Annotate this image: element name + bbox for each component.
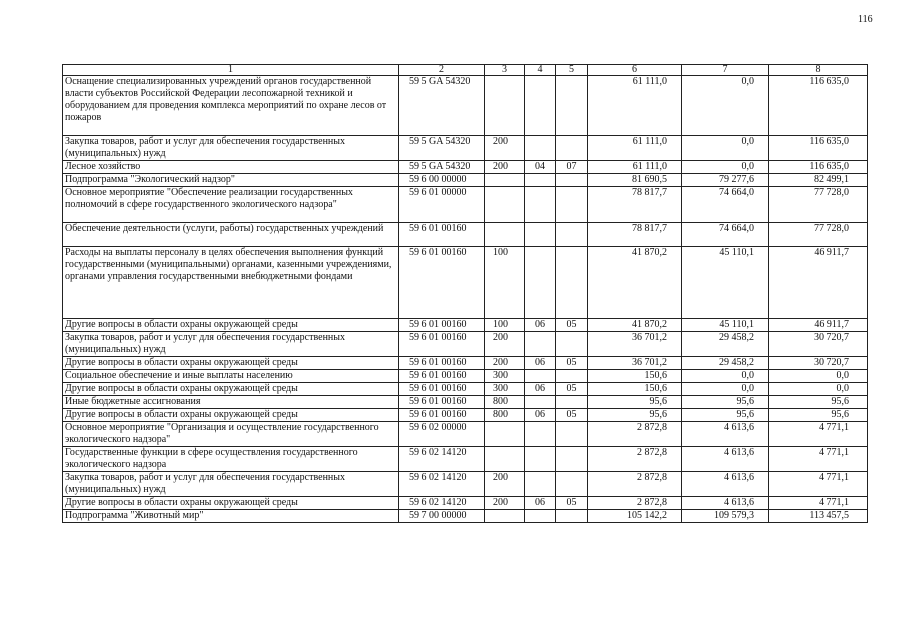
row-amount-col8: 77 728,0 [769, 223, 868, 247]
row-rz-cell [525, 187, 556, 223]
row-rz-cell: 06 [525, 383, 556, 396]
row-amount-col8: 30 720,7 [769, 357, 868, 370]
row-name-cell: Подпрограмма "Экологический надзор" [63, 174, 399, 187]
budget-table [62, 64, 868, 523]
row-name-cell: Основное мероприятие "Организация и осуществление государственного экологического надзора" [63, 422, 399, 447]
row-rz-cell [525, 174, 556, 187]
row-vr-cell: 300 [485, 383, 525, 396]
row-pr-cell [556, 472, 588, 497]
row-pr-cell: 07 [556, 161, 588, 174]
row-vr-cell: 200 [485, 472, 525, 497]
row-amount-col8: 116 635,0 [769, 136, 868, 161]
row-vr-cell [485, 510, 525, 523]
row-amount-col7: 95,6 [682, 396, 769, 409]
row-vr-cell [485, 447, 525, 472]
row-pr-cell [556, 370, 588, 383]
row-amount-col6: 2 872,8 [588, 422, 682, 447]
row-code-cell: 59 6 01 00160 [399, 247, 485, 319]
row-code-cell: 59 6 02 14120 [399, 472, 485, 497]
row-name-cell: Лесное хозяйство [63, 161, 399, 174]
row-rz-cell [525, 422, 556, 447]
row-pr-cell: 05 [556, 497, 588, 510]
row-amount-col6: 41 870,2 [588, 247, 682, 319]
row-name-cell: Расходы на выплаты персоналу в целях обеспечения выполнения функций государственными (муниципальными) органами, казенными учреждениями, органами управления государственными внебюджетными фондами [63, 247, 399, 319]
header-cell: 4 [525, 65, 556, 76]
row-name-cell: Другие вопросы в области охраны окружающей среды [63, 409, 399, 422]
header-cell: 2 [399, 65, 485, 76]
row-rz-cell [525, 510, 556, 523]
row-amount-col8: 4 771,1 [769, 472, 868, 497]
row-code-cell: 59 6 01 00160 [399, 383, 485, 396]
row-code-cell: 59 6 01 00160 [399, 223, 485, 247]
table-row [63, 497, 868, 510]
row-amount-col6: 61 111,0 [588, 161, 682, 174]
header-cell: 7 [682, 65, 769, 76]
row-rz-cell: 06 [525, 409, 556, 422]
table-row [63, 161, 868, 174]
row-amount-col7: 4 613,6 [682, 447, 769, 472]
table-row [63, 247, 868, 319]
row-amount-col7: 74 664,0 [682, 223, 769, 247]
row-name-cell: Иные бюджетные ассигнования [63, 396, 399, 409]
row-rz-cell: 06 [525, 357, 556, 370]
row-code-cell: 59 6 01 00160 [399, 370, 485, 383]
table-row [63, 396, 868, 409]
row-amount-col7: 0,0 [682, 161, 769, 174]
row-amount-col8: 95,6 [769, 396, 868, 409]
row-name-cell: Оснащение специализированных учреждений органов государственной власти субъектов Российской Федерации лесопожарной техникой и оборудованием для проведения комплекса мероприятий по охране лесов от пожаров [63, 76, 399, 136]
table-row [63, 370, 868, 383]
row-code-cell: 59 6 01 00160 [399, 396, 485, 409]
row-code-cell: 59 5 GA 54320 [399, 136, 485, 161]
row-code-cell: 59 5 GA 54320 [399, 161, 485, 174]
row-rz-cell [525, 76, 556, 136]
row-amount-col6: 2 872,8 [588, 447, 682, 472]
row-rz-cell: 04 [525, 161, 556, 174]
row-rz-cell [525, 370, 556, 383]
row-vr-cell [485, 223, 525, 247]
row-amount-col8: 0,0 [769, 383, 868, 396]
row-vr-cell [485, 187, 525, 223]
header-row [63, 65, 868, 76]
row-amount-col6: 36 701,2 [588, 332, 682, 357]
row-rz-cell [525, 447, 556, 472]
header-cell: 5 [556, 65, 588, 76]
table-row [63, 76, 868, 136]
row-amount-col7: 0,0 [682, 76, 769, 136]
row-pr-cell: 05 [556, 319, 588, 332]
table-row [63, 383, 868, 396]
table-row [63, 319, 868, 332]
table-row [63, 510, 868, 523]
row-name-cell: Закупка товаров, работ и услуг для обеспечения государственных (муниципальных) нужд [63, 332, 399, 357]
row-amount-col6: 81 690,5 [588, 174, 682, 187]
row-code-cell: 59 6 01 00160 [399, 357, 485, 370]
row-pr-cell [556, 332, 588, 357]
row-name-cell: Другие вопросы в области охраны окружающей среды [63, 319, 399, 332]
row-amount-col7: 45 110,1 [682, 319, 769, 332]
row-amount-col6: 105 142,2 [588, 510, 682, 523]
row-amount-col6: 150,6 [588, 383, 682, 396]
row-pr-cell [556, 76, 588, 136]
row-amount-col7: 4 613,6 [682, 497, 769, 510]
row-amount-col8: 30 720,7 [769, 332, 868, 357]
row-amount-col6: 95,6 [588, 409, 682, 422]
table-row [63, 409, 868, 422]
row-rz-cell [525, 396, 556, 409]
row-amount-col8: 4 771,1 [769, 497, 868, 510]
row-amount-col8: 46 911,7 [769, 319, 868, 332]
table-row [63, 187, 868, 223]
row-amount-col7: 0,0 [682, 136, 769, 161]
row-amount-col8: 4 771,1 [769, 422, 868, 447]
row-vr-cell [485, 76, 525, 136]
row-name-cell: Другие вопросы в области охраны окружающей среды [63, 497, 399, 510]
row-vr-cell: 200 [485, 332, 525, 357]
row-vr-cell: 200 [485, 136, 525, 161]
row-vr-cell: 800 [485, 409, 525, 422]
row-amount-col7: 4 613,6 [682, 472, 769, 497]
table-row [63, 136, 868, 161]
row-vr-cell: 200 [485, 497, 525, 510]
row-name-cell: Основное мероприятие "Обеспечение реализации государственных полномочий в сфере государственного экологического надзора" [63, 187, 399, 223]
row-code-cell: 59 6 02 14120 [399, 447, 485, 472]
table-row [63, 223, 868, 247]
row-amount-col7: 4 613,6 [682, 422, 769, 447]
row-pr-cell [556, 174, 588, 187]
row-amount-col7: 29 458,2 [682, 357, 769, 370]
row-amount-col7: 79 277,6 [682, 174, 769, 187]
row-vr-cell: 300 [485, 370, 525, 383]
row-vr-cell: 100 [485, 247, 525, 319]
row-name-cell: Закупка товаров, работ и услуг для обеспечения государственных (муниципальных) нужд [63, 472, 399, 497]
row-pr-cell [556, 223, 588, 247]
row-rz-cell [525, 332, 556, 357]
row-name-cell: Закупка товаров, работ и услуг для обеспечения государственных (муниципальных) нужд [63, 136, 399, 161]
row-code-cell: 59 7 00 00000 [399, 510, 485, 523]
row-amount-col7: 0,0 [682, 383, 769, 396]
row-pr-cell: 05 [556, 383, 588, 396]
row-rz-cell [525, 472, 556, 497]
row-amount-col8: 77 728,0 [769, 187, 868, 223]
row-vr-cell: 100 [485, 319, 525, 332]
row-vr-cell: 800 [485, 396, 525, 409]
row-amount-col7: 95,6 [682, 409, 769, 422]
table-row [63, 332, 868, 357]
row-vr-cell [485, 174, 525, 187]
row-rz-cell [525, 136, 556, 161]
table-row [63, 422, 868, 447]
row-pr-cell [556, 447, 588, 472]
table-row [63, 472, 868, 497]
header-cell: 1 [63, 65, 399, 76]
row-name-cell: Обеспечение деятельности (услуги, работы) государственных учреждений [63, 223, 399, 247]
row-amount-col6: 95,6 [588, 396, 682, 409]
row-pr-cell: 05 [556, 409, 588, 422]
row-amount-col8: 46 911,7 [769, 247, 868, 319]
row-amount-col7: 45 110,1 [682, 247, 769, 319]
row-amount-col8: 116 635,0 [769, 161, 868, 174]
row-code-cell: 59 6 01 00160 [399, 332, 485, 357]
row-pr-cell [556, 187, 588, 223]
row-amount-col7: 29 458,2 [682, 332, 769, 357]
row-amount-col6: 61 111,0 [588, 136, 682, 161]
row-rz-cell: 06 [525, 319, 556, 332]
row-pr-cell [556, 396, 588, 409]
table-row [63, 447, 868, 472]
row-name-cell: Другие вопросы в области охраны окружающей среды [63, 357, 399, 370]
row-code-cell: 59 5 GA 54320 [399, 76, 485, 136]
row-amount-col6: 2 872,8 [588, 497, 682, 510]
header-cell: 3 [485, 65, 525, 76]
row-vr-cell: 200 [485, 161, 525, 174]
header-cell: 8 [769, 65, 868, 76]
row-amount-col8: 82 499,1 [769, 174, 868, 187]
row-code-cell: 59 6 02 00000 [399, 422, 485, 447]
row-code-cell: 59 6 01 00160 [399, 409, 485, 422]
row-pr-cell [556, 422, 588, 447]
row-code-cell: 59 6 01 00000 [399, 187, 485, 223]
row-amount-col6: 2 872,8 [588, 472, 682, 497]
row-amount-col6: 78 817,7 [588, 223, 682, 247]
row-pr-cell [556, 136, 588, 161]
row-amount-col8: 95,6 [769, 409, 868, 422]
row-amount-col8: 113 457,5 [769, 510, 868, 523]
row-pr-cell: 05 [556, 357, 588, 370]
row-pr-cell [556, 510, 588, 523]
header-cell: 6 [588, 65, 682, 76]
row-amount-col6: 41 870,2 [588, 319, 682, 332]
row-amount-col7: 0,0 [682, 370, 769, 383]
page-number: 116 [858, 14, 873, 25]
row-amount-col8: 116 635,0 [769, 76, 868, 136]
row-name-cell: Подпрограмма "Животный мир" [63, 510, 399, 523]
row-rz-cell: 06 [525, 497, 556, 510]
row-amount-col6: 150,6 [588, 370, 682, 383]
row-code-cell: 59 6 02 14120 [399, 497, 485, 510]
row-amount-col6: 78 817,7 [588, 187, 682, 223]
row-rz-cell [525, 247, 556, 319]
row-amount-col7: 109 579,3 [682, 510, 769, 523]
row-pr-cell [556, 247, 588, 319]
row-vr-cell: 200 [485, 357, 525, 370]
row-vr-cell [485, 422, 525, 447]
row-name-cell: Государственные функции в сфере осуществления государственного экологического надзора [63, 447, 399, 472]
row-code-cell: 59 6 00 00000 [399, 174, 485, 187]
table-row [63, 174, 868, 187]
row-amount-col6: 61 111,0 [588, 76, 682, 136]
row-name-cell: Социальное обеспечение и иные выплаты населению [63, 370, 399, 383]
row-code-cell: 59 6 01 00160 [399, 319, 485, 332]
row-name-cell: Другие вопросы в области охраны окружающей среды [63, 383, 399, 396]
row-rz-cell [525, 223, 556, 247]
row-amount-col6: 36 701,2 [588, 357, 682, 370]
row-amount-col8: 4 771,1 [769, 447, 868, 472]
table-row [63, 357, 868, 370]
row-amount-col7: 74 664,0 [682, 187, 769, 223]
row-amount-col8: 0,0 [769, 370, 868, 383]
